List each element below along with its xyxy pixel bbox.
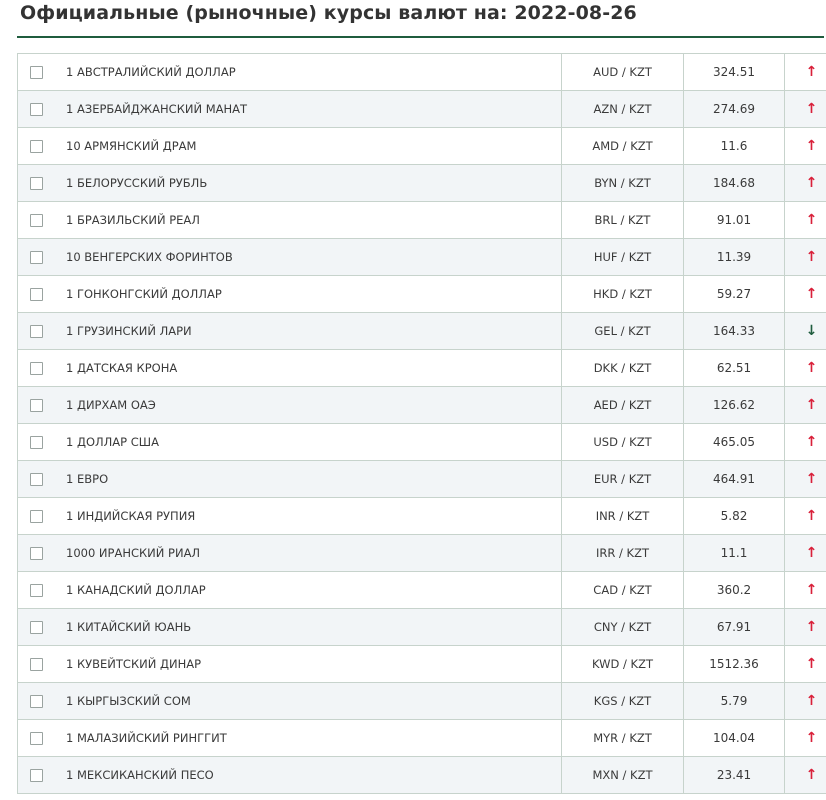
exchange-rate: 464.91 xyxy=(684,461,785,498)
row-select-cell xyxy=(18,498,55,535)
currency-pair: AED / KZT xyxy=(562,387,684,424)
row-checkbox[interactable] xyxy=(30,177,43,190)
table-row xyxy=(18,387,826,424)
row-select-cell xyxy=(18,128,55,165)
currency-pair: EUR / KZT xyxy=(562,461,684,498)
table-row xyxy=(18,202,826,239)
arrow-up-icon: ↑ xyxy=(805,397,818,413)
row-select-cell xyxy=(18,609,55,646)
currency-pair: MYR / KZT xyxy=(562,720,684,757)
trend-cell xyxy=(785,683,826,720)
currency-pair: AZN / KZT xyxy=(562,91,684,128)
currency-name: 1 КАНАДСКИЙ ДОЛЛАР xyxy=(54,572,562,609)
currency-name: 1 ДОЛЛАР США xyxy=(54,424,562,461)
currency-pair: KWD / KZT xyxy=(562,646,684,683)
currency-name: 1 МЕКСИКАНСКИЙ ПЕСО xyxy=(54,757,562,794)
row-select-cell xyxy=(18,683,55,720)
table-row xyxy=(18,498,826,535)
trend-cell xyxy=(785,239,826,276)
exchange-rate: 1512.36 xyxy=(684,646,785,683)
table-row xyxy=(18,572,826,609)
arrow-up-icon: ↑ xyxy=(805,101,818,117)
row-select-cell xyxy=(18,572,55,609)
trend-cell xyxy=(785,498,826,535)
arrow-up-icon: ↑ xyxy=(805,508,818,524)
currency-rates-table xyxy=(17,53,826,794)
exchange-rate: 67.91 xyxy=(684,609,785,646)
row-checkbox[interactable] xyxy=(30,769,43,782)
exchange-rate: 11.1 xyxy=(684,535,785,572)
row-select-cell xyxy=(18,276,55,313)
exchange-rate: 126.62 xyxy=(684,387,785,424)
row-checkbox[interactable] xyxy=(30,510,43,523)
trend-cell xyxy=(785,91,826,128)
currency-pair: DKK / KZT xyxy=(562,350,684,387)
exchange-rate: 5.82 xyxy=(684,498,785,535)
table-row xyxy=(18,535,826,572)
arrow-down-icon: ↓ xyxy=(805,323,818,339)
row-checkbox[interactable] xyxy=(30,732,43,745)
currency-pair: HUF / KZT xyxy=(562,239,684,276)
currency-name: 1000 ИРАНСКИЙ РИАЛ xyxy=(54,535,562,572)
row-select-cell xyxy=(18,91,55,128)
currency-name: 1 БЕЛОРУССКИЙ РУБЛЬ xyxy=(54,165,562,202)
table-row xyxy=(18,646,826,683)
currency-name: 10 АРМЯНСКИЙ ДРАМ xyxy=(54,128,562,165)
exchange-rate: 11.39 xyxy=(684,239,785,276)
currency-name: 1 МАЛАЗИЙСКИЙ РИНГГИТ xyxy=(54,720,562,757)
currency-name: 1 ИНДИЙСКАЯ РУПИЯ xyxy=(54,498,562,535)
currency-pair: AUD / KZT xyxy=(562,54,684,91)
currency-name: 1 БРАЗИЛЬСКИЙ РЕАЛ xyxy=(54,202,562,239)
trend-cell xyxy=(785,609,826,646)
exchange-rate: 104.04 xyxy=(684,720,785,757)
currency-pair: GEL / KZT xyxy=(562,313,684,350)
row-select-cell xyxy=(18,387,55,424)
exchange-rate: 164.33 xyxy=(684,313,785,350)
currency-name: 1 ГРУЗИНСКИЙ ЛАРИ xyxy=(54,313,562,350)
table-row xyxy=(18,91,826,128)
currency-name: 1 АЗЕРБАЙДЖАНСКИЙ МАНАТ xyxy=(54,91,562,128)
table-row xyxy=(18,350,826,387)
currency-pair: CAD / KZT xyxy=(562,572,684,609)
rates-table-body xyxy=(18,54,826,794)
row-checkbox[interactable] xyxy=(30,695,43,708)
arrow-up-icon: ↑ xyxy=(805,434,818,450)
table-row xyxy=(18,424,826,461)
row-select-cell xyxy=(18,535,55,572)
trend-cell xyxy=(785,54,826,91)
table-row xyxy=(18,276,826,313)
currency-name: 10 ВЕНГЕРСКИХ ФОРИНТОВ xyxy=(54,239,562,276)
currency-pair: IRR / KZT xyxy=(562,535,684,572)
row-checkbox[interactable] xyxy=(30,251,43,264)
trend-cell xyxy=(785,202,826,239)
row-checkbox[interactable] xyxy=(30,66,43,79)
trend-cell xyxy=(785,572,826,609)
arrow-up-icon: ↑ xyxy=(805,212,818,228)
table-row xyxy=(18,128,826,165)
row-select-cell xyxy=(18,461,55,498)
arrow-up-icon: ↑ xyxy=(805,582,818,598)
table-row xyxy=(18,165,826,202)
row-select-cell xyxy=(18,757,55,794)
row-checkbox[interactable] xyxy=(30,214,43,227)
row-checkbox[interactable] xyxy=(30,103,43,116)
arrow-up-icon: ↑ xyxy=(805,767,818,783)
table-row xyxy=(18,757,826,794)
arrow-up-icon: ↑ xyxy=(805,175,818,191)
row-checkbox[interactable] xyxy=(30,288,43,301)
arrow-up-icon: ↑ xyxy=(805,730,818,746)
exchange-rate: 360.2 xyxy=(684,572,785,609)
row-select-cell xyxy=(18,424,55,461)
table-row xyxy=(18,461,826,498)
row-checkbox[interactable] xyxy=(30,399,43,412)
currency-pair: AMD / KZT xyxy=(562,128,684,165)
row-checkbox[interactable] xyxy=(30,140,43,153)
row-checkbox[interactable] xyxy=(30,362,43,375)
arrow-up-icon: ↑ xyxy=(805,471,818,487)
title-divider xyxy=(17,36,824,38)
currency-pair: KGS / KZT xyxy=(562,683,684,720)
row-checkbox[interactable] xyxy=(30,658,43,671)
row-checkbox[interactable] xyxy=(30,473,43,486)
row-select-cell xyxy=(18,350,55,387)
currency-pair: MXN / KZT xyxy=(562,757,684,794)
arrow-up-icon: ↑ xyxy=(805,619,818,635)
exchange-rate: 465.05 xyxy=(684,424,785,461)
currency-name: 1 ДАТСКАЯ КРОНА xyxy=(54,350,562,387)
currency-name: 1 АВСТРАЛИЙСКИЙ ДОЛЛАР xyxy=(54,54,562,91)
arrow-up-icon: ↑ xyxy=(805,249,818,265)
exchange-rate: 91.01 xyxy=(684,202,785,239)
trend-cell xyxy=(785,720,826,757)
row-select-cell xyxy=(18,165,55,202)
row-select-cell xyxy=(18,720,55,757)
currency-name: 1 ДИРХАМ ОАЭ xyxy=(54,387,562,424)
trend-cell xyxy=(785,276,826,313)
table-row xyxy=(18,720,826,757)
currency-name: 1 КЫРГЫЗСКИЙ СОМ xyxy=(54,683,562,720)
arrow-up-icon: ↑ xyxy=(805,545,818,561)
currency-pair: CNY / KZT xyxy=(562,609,684,646)
table-row xyxy=(18,313,826,350)
row-select-cell xyxy=(18,54,55,91)
currency-name: 1 ЕВРО xyxy=(54,461,562,498)
currency-pair: USD / KZT xyxy=(562,424,684,461)
arrow-up-icon: ↑ xyxy=(805,64,818,80)
table-row xyxy=(18,683,826,720)
exchange-rate: 59.27 xyxy=(684,276,785,313)
exchange-rate: 274.69 xyxy=(684,91,785,128)
exchange-rate: 184.68 xyxy=(684,165,785,202)
row-select-cell xyxy=(18,202,55,239)
row-select-cell xyxy=(18,646,55,683)
trend-cell xyxy=(785,350,826,387)
currency-name: 1 КИТАЙСКИЙ ЮАНЬ xyxy=(54,609,562,646)
exchange-rate: 324.51 xyxy=(684,54,785,91)
trend-cell xyxy=(785,646,826,683)
arrow-up-icon: ↑ xyxy=(805,656,818,672)
trend-cell xyxy=(785,313,826,350)
row-select-cell xyxy=(18,313,55,350)
table-row xyxy=(18,54,826,91)
trend-cell xyxy=(785,165,826,202)
arrow-up-icon: ↑ xyxy=(805,360,818,376)
trend-cell xyxy=(785,128,826,165)
row-checkbox[interactable] xyxy=(30,436,43,449)
arrow-up-icon: ↑ xyxy=(805,286,818,302)
exchange-rate: 5.79 xyxy=(684,683,785,720)
trend-cell xyxy=(785,461,826,498)
row-checkbox[interactable] xyxy=(30,325,43,338)
exchange-rate: 23.41 xyxy=(684,757,785,794)
currency-pair: HKD / KZT xyxy=(562,276,684,313)
arrow-up-icon: ↑ xyxy=(805,693,818,709)
currency-pair: BYN / KZT xyxy=(562,165,684,202)
currency-pair: BRL / KZT xyxy=(562,202,684,239)
trend-cell xyxy=(785,757,826,794)
currency-name: 1 ГОНКОНГСКИЙ ДОЛЛАР xyxy=(54,276,562,313)
trend-cell xyxy=(785,424,826,461)
table-row xyxy=(18,239,826,276)
table-row xyxy=(18,609,826,646)
currency-name: 1 КУВЕЙТСКИЙ ДИНАР xyxy=(54,646,562,683)
row-checkbox[interactable] xyxy=(30,584,43,597)
currency-pair: INR / KZT xyxy=(562,498,684,535)
trend-cell xyxy=(785,387,826,424)
arrow-up-icon: ↑ xyxy=(805,138,818,154)
row-checkbox[interactable] xyxy=(30,547,43,560)
row-checkbox[interactable] xyxy=(30,621,43,634)
exchange-rate: 62.51 xyxy=(684,350,785,387)
trend-cell xyxy=(785,535,826,572)
row-select-cell xyxy=(18,239,55,276)
page-title: Официальные (рыночные) курсы валют на: 2022-08-26 xyxy=(20,2,637,24)
exchange-rate: 11.6 xyxy=(684,128,785,165)
